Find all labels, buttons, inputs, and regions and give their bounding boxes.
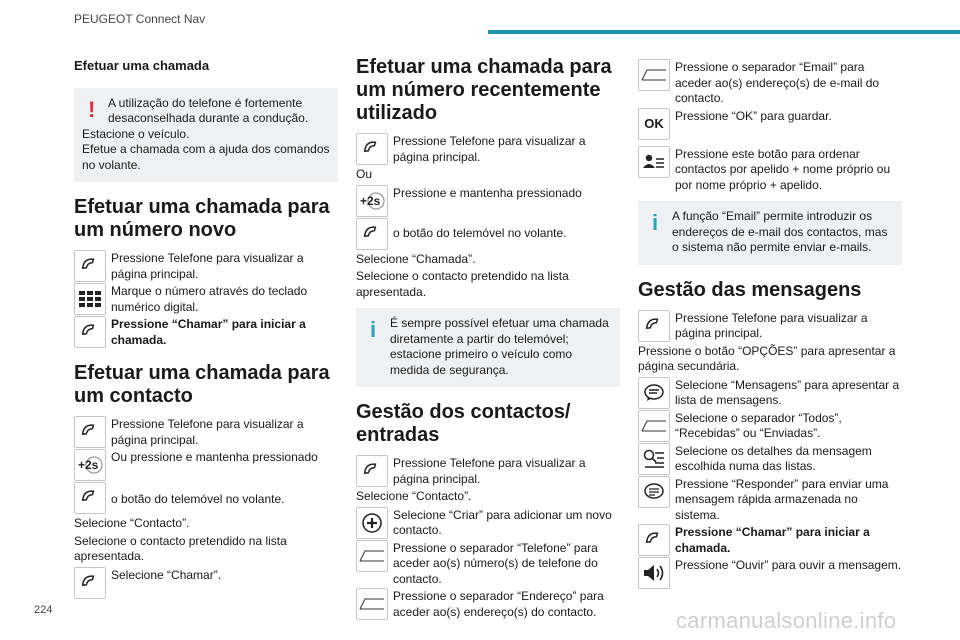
keypad-icon [74, 283, 106, 315]
tab-icon [638, 59, 670, 91]
step-ct-6: Selecione “Chamar”. [74, 567, 338, 599]
step-e-1: Pressione o separador “Email” para aceder ao(s) endereço(s) de e-mail do contacto. [638, 59, 902, 107]
step-m-1: Pressione Telefone para visualizar a página principal. [638, 310, 902, 342]
tab-icon [356, 540, 388, 572]
step-r-4: o botão do telemóvel no volante. [356, 218, 620, 250]
phone-icon [356, 218, 388, 250]
heading-messages: Gestão das mensagens [638, 278, 862, 301]
svg-text:+2s: +2s [360, 193, 381, 208]
info-box-email: i A função “Email” permite introduzir os endereços de e-mail dos contactos, mas o sistema não permite enviar e-mails. [638, 201, 902, 265]
phone-icon [74, 482, 106, 514]
phone-icon [356, 455, 388, 487]
step-r-3: +2s Pressione e mantenha pressionado [356, 185, 620, 217]
step-e-2: OK Pressione “OK” para guardar. [638, 108, 902, 140]
step-m-8: Pressione “Ouvir” para ouvir a mensagem. [638, 557, 902, 589]
step-m-3: Selecione “Mensagens” para apresentar a lista de mensagens. [638, 377, 902, 409]
add-contact-icon [356, 507, 388, 539]
warning-box: ! A utilização do telefone é fortemente desaconselhada durante a condução. Estacione o veículo. Efetue a chamada com a ajuda dos comandos no volante. [74, 88, 338, 183]
step-m-5: Selecione os detalhes da mensagem escolhida numa das listas. [638, 443, 902, 475]
step-ct-2: +2s Ou pressione e mantenha pressionado [74, 449, 338, 481]
steering-phone-button-icon [74, 449, 106, 481]
step-g-5: Pressione o separador “Endereço” para aceder ao(s) endereço(s) do contacto. [356, 588, 620, 620]
steering-phone-button-icon [356, 185, 388, 217]
phone-icon [74, 250, 106, 282]
step-m-7: Pressione “Chamar” para iniciar a chamada. [638, 524, 902, 556]
phone-icon [74, 416, 106, 448]
heading-contact: Efetuar uma chamada para um contacto [74, 362, 330, 407]
step-ct-3: o botão do telemóvel no volante. [74, 482, 338, 514]
step-new-2: Marque o número através do teclado numérico digital. [74, 283, 338, 315]
step-g-1: Pressione Telefone para visualizar a página principal. [356, 455, 620, 487]
column-1: Efetuar uma chamada ! A utilização do telefone é fortemente desaconselhada durante a condução. Estacione o veículo. Efetue a chamada com a ajuda dos comandos no volante. Efetuar uma chamada para um número novo Pressione Telefone para visualizar a página principal. Marque o número através do teclado numérico digital. Pressione “Chamar” para iniciar a chamada. Efetuar uma chamada para um contacto Pressione Telefone para visualizar a página principal. +2s Ou pressione e mantenha pressionado o botão do telemóvel no volante. Selecione “Contacto”. Selecione o contacto pretendido na lista apresentada. Selecione “Chamar”. [74, 52, 338, 600]
column-2: Efetuar uma chamada para um número recentemente utilizado Pressione Telefone para visualizar a página principal. Ou +2s Pressione e mantenha pressionado o botão do telemóvel no volante. Selecione “Chamada”. Selecione o contacto pretendido na lista apresentada. i É sempre possível efetuar uma chamada diretamente a partir do telemóvel; estacione primeiro o veículo como medida de segurança. Gestão dos contactos/ entradas Pressione Telefone para visualizar a página principal. Selecione “Contacto”. Selecione “Criar” para adicionar um novo contacto. Pressione o separador “Telefone” para aceder ao(s) número(s) de telefone do contacto. Pressione o separador “Endereço” para aceder ao(s) endereço(s) do contacto. [356, 52, 620, 621]
watermark: carmanualsonline.info [676, 608, 897, 633]
step-g-4: Pressione o separador “Telefone” para aceder ao(s) número(s) de telefone do contacto. [356, 540, 620, 588]
phone-icon [638, 310, 670, 342]
step-e-3: Pressione este botão para ordenar contactos por apelido + nome próprio ou por nome próprio + apelido. [638, 146, 902, 194]
message-details-icon [638, 443, 670, 475]
info-box: i É sempre possível efetuar uma chamada diretamente a partir do telemóvel; estacione primeiro o veículo como medida de segurança. [356, 308, 620, 387]
column-3: Pressione o separador “Email” para aceder ao(s) endereço(s) de e-mail do contacto. OK Pressione “OK” para guardar. Pressione este botão para ordenar contactos por apelido + nome próprio ou por nome próprio + apelido. i A função “Email” permite introduzir os endereços de e-mail dos contactos, mas o sistema não permite enviar e-mails. Gestão das mensagens Pressione Telefone para visualizar a página principal. Pressione o botão “OPÇÕES” para apresentar a página secundária. Selecione “Mensagens” para apresentar a lista de mensagens. Selecione o separador “Todos”, “Recebidas” ou “Enviadas”. Selecione os detalhes da mensagem escolhida numa das listas. Pressione “Responder” para enviar uma mensagem rápida armazenada no sistema. Pressione “Chamar” para iniciar a chamada. Pressione “Ouvir” para ouvir a mensagem. [638, 58, 902, 590]
messages-icon [638, 377, 670, 409]
heading-make-call: Efetuar uma chamada [74, 58, 210, 73]
phone-icon [74, 567, 106, 599]
sort-contacts-icon [638, 146, 670, 178]
step-m-4: Selecione o separador “Todos”, “Recebidas” ou “Enviadas”. [638, 410, 902, 442]
heading-contacts-management: Gestão dos contactos/ entradas [356, 401, 571, 446]
header-accent-bar [488, 30, 960, 34]
info-icon: i [652, 210, 659, 235]
step-ct-1: Pressione Telefone para visualizar a página principal. [74, 416, 338, 448]
step-new-1: Pressione Telefone para visualizar a página principal. [74, 250, 338, 282]
svg-text:+2s: +2s [78, 458, 99, 472]
heading-new-number: Efetuar uma chamada para um número novo [74, 196, 330, 241]
phone-icon [356, 133, 388, 165]
step-r-1: Pressione Telefone para visualizar a página principal. [356, 133, 620, 165]
ok-icon: OK [638, 108, 670, 140]
tab-icon [356, 588, 388, 620]
heading-recent: Efetuar uma chamada para um número recentemente utilizado [356, 56, 612, 124]
step-m-6: Pressione “Responder” para enviar uma mensagem rápida armazenada no sistema. [638, 476, 902, 524]
running-header: PEUGEOT Connect Nav [74, 12, 206, 26]
info-icon: i [370, 317, 377, 342]
warning-icon: ! [88, 96, 96, 122]
phone-icon [74, 316, 106, 348]
speaker-icon [638, 557, 670, 589]
page-number: 224 [34, 604, 53, 616]
step-g-3: Selecione “Criar” para adicionar um novo contacto. [356, 507, 620, 539]
tab-icon [638, 410, 670, 442]
reply-icon [638, 476, 670, 508]
step-new-3: Pressione “Chamar” para iniciar a chamada. [74, 316, 338, 348]
phone-icon [638, 524, 670, 556]
